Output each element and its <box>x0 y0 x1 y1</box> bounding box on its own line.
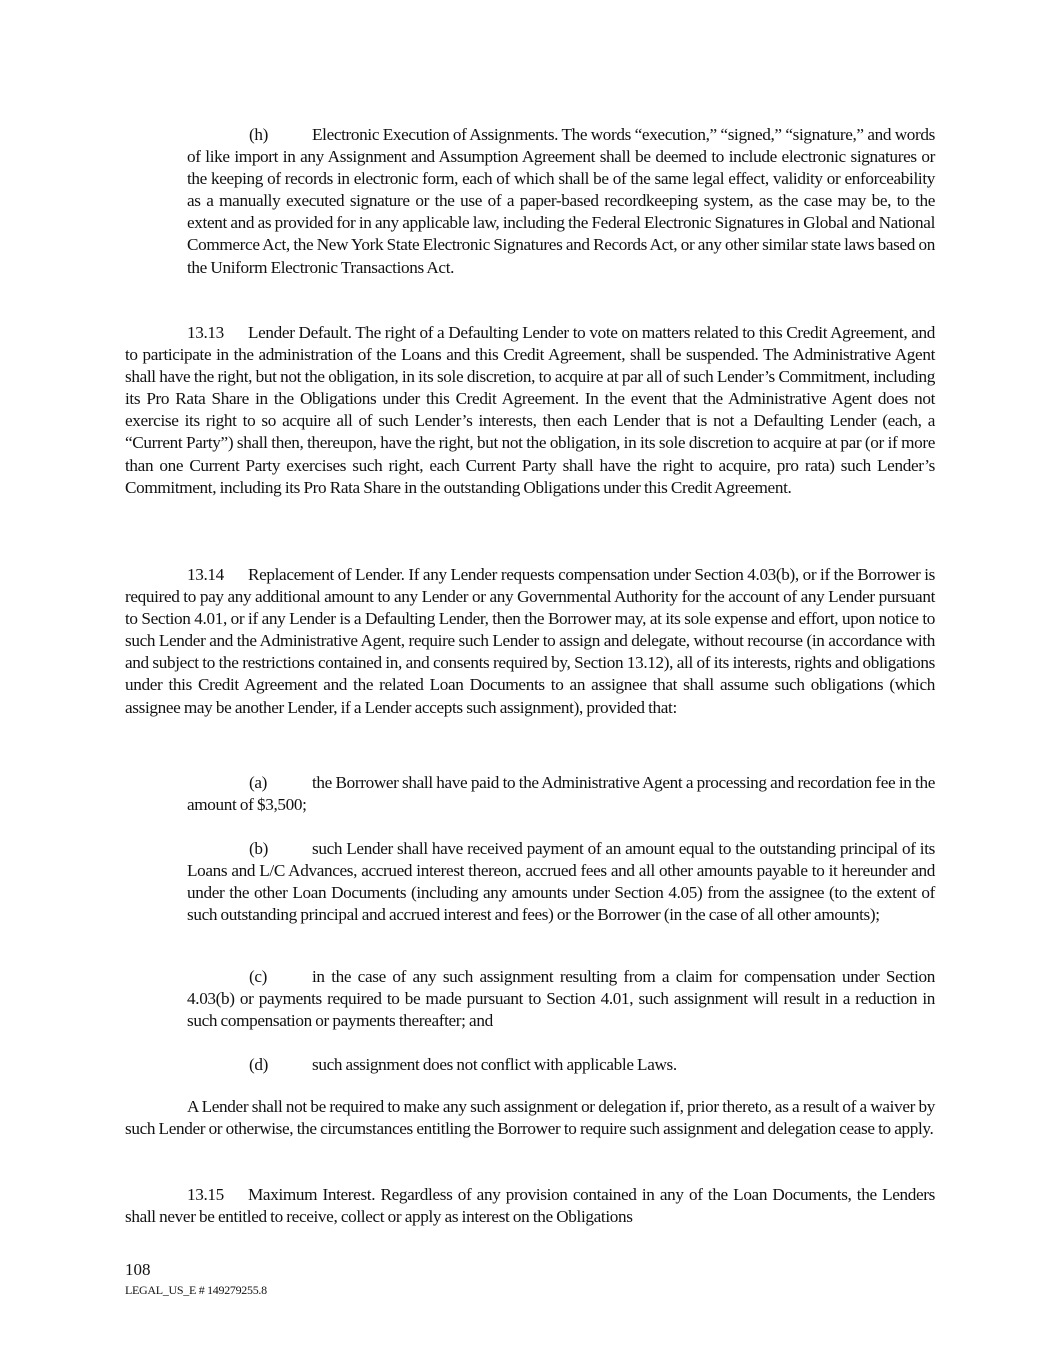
clause-d <box>187 1054 935 1076</box>
section-number: 13.13 <box>187 323 224 342</box>
section-number: 13.15 <box>187 1185 224 1204</box>
clause-text: such Lender shall have received payment of an amount equal to the outstanding principal of its Loans and L/C Advances, accrued interest thereon, accrued fees and all other amounts payable to it hereunder and under the other Loan Documents (including any amounts under Section 4.05) from the assignee (to the extent of such outstanding principal and accrued interest and fees) or the Borrower (in the case of all other amounts); <box>187 839 935 925</box>
clause-c <box>187 966 935 1032</box>
clause-a <box>187 772 935 816</box>
clause-text: such assignment does not conflict with applicable Laws. <box>312 1055 677 1074</box>
section-number: 13.14 <box>187 565 224 584</box>
section-text: Lender Default. The right of a Defaulting Lender to vote on matters related to this Credit Agreement, and to participate in the administration of the Loans and this Credit Agreement, shall be suspended. The Administrative Agent shall have the right, but not the obligation, in its sole discretion, to acquire at par all of such Lender’s Commitment, including its Pro Rata Share in the Obligations under this Credit Agreement. In the event that the Administrative Agent does not exercise its right to so acquire all of such Lender’s interests, then each Lender that is not a Defaulting Lender (each, a “Current Party”) shall then, thereupon, have the right, but not the obligation, in its sole discretion to acquire at par (or if more than one Current Party exercises such right, each Current Party shall have the right to acquire, pro rata) such Lender’s Commitment, including its Pro Rata Share in the outstanding Obligations under this Credit Agreement. <box>125 323 935 497</box>
section-13-14-replacement-of-lender <box>125 564 935 719</box>
paragraph-label: (h) <box>249 125 268 144</box>
clause-label: (c) <box>249 967 268 986</box>
section-text: Replacement of Lender. If any Lender requests compensation under Section 4.03(b), or if the Borrower is required to pay any additional amount to any Lender or any Governmental Authority for the account of any Lender pursuant to Section 4.01, or if any Lender is a Defaulting Lender, then the Borrower may, at its sole expense and effort, upon notice to such Lender and the Administrative Agent, require such Lender to assign and delegate, without recourse (in accordance with and subject to the restrictions contained in, and consents required by, Section 13.12), all of its interests, rights and obligations under this Credit Agreement and the related Loan Documents to an assignee that shall assume such obligations (which assignee may be another Lender, if a Lender accepts such assignment), provided that: <box>125 565 935 717</box>
paragraph-waiver <box>125 1096 935 1140</box>
clause-label: (b) <box>249 839 268 858</box>
page-number: 108 <box>125 1260 151 1279</box>
clause-label: (d) <box>249 1055 268 1074</box>
paragraph-text: Electronic Execution of Assignments. The words “execution,” “signed,” “signature,” and words of like import in any Assignment and Assumption Agreement shall be deemed to include electronic signatures or the keeping of records in electronic form, each of which shall be of the same legal effect, validity or enforceability as a manually executed signature or the use of a paper-based recordkeeping system, as the case may be, to the extent and as provided for in any applicable law, including the Federal Electronic Signatures in Global and National Commerce Act, the New York State Electronic Signatures and Records Act, or any other similar state laws based on the Uniform Electronic Transactions Act. <box>187 125 935 277</box>
clause-text: in the case of any such assignment resulting from a claim for compensation under Section 4.03(b) or payments required to be made pursuant to Section 4.01, such assignment will result in a reduction in such compensation or payments thereafter; and <box>187 967 935 1031</box>
section-13-15-maximum-interest <box>125 1184 935 1228</box>
section-13-13-lender-default <box>125 322 935 499</box>
paragraph-text: A Lender shall not be required to make any such assignment or delegation if, prior thereto, as a result of a waiver by such Lender or otherwise, the circumstances entitling the Borrower to require such assignment and delegation cease to apply. <box>125 1097 935 1139</box>
section-text: Maximum Interest. Regardless of any provision contained in any of the Loan Documents, the Lenders shall never be entitled to receive, collect or apply as interest on the Obligations <box>125 1185 935 1227</box>
document-id: LEGAL_US_E # 149279255.8 <box>125 1283 267 1297</box>
clause-text: the Borrower shall have paid to the Administrative Agent a processing and recordation fee in the amount of $3,500; <box>187 773 935 815</box>
paragraph-h-electronic-execution <box>187 124 935 279</box>
clause-label: (a) <box>249 773 268 792</box>
clause-b <box>187 838 935 926</box>
